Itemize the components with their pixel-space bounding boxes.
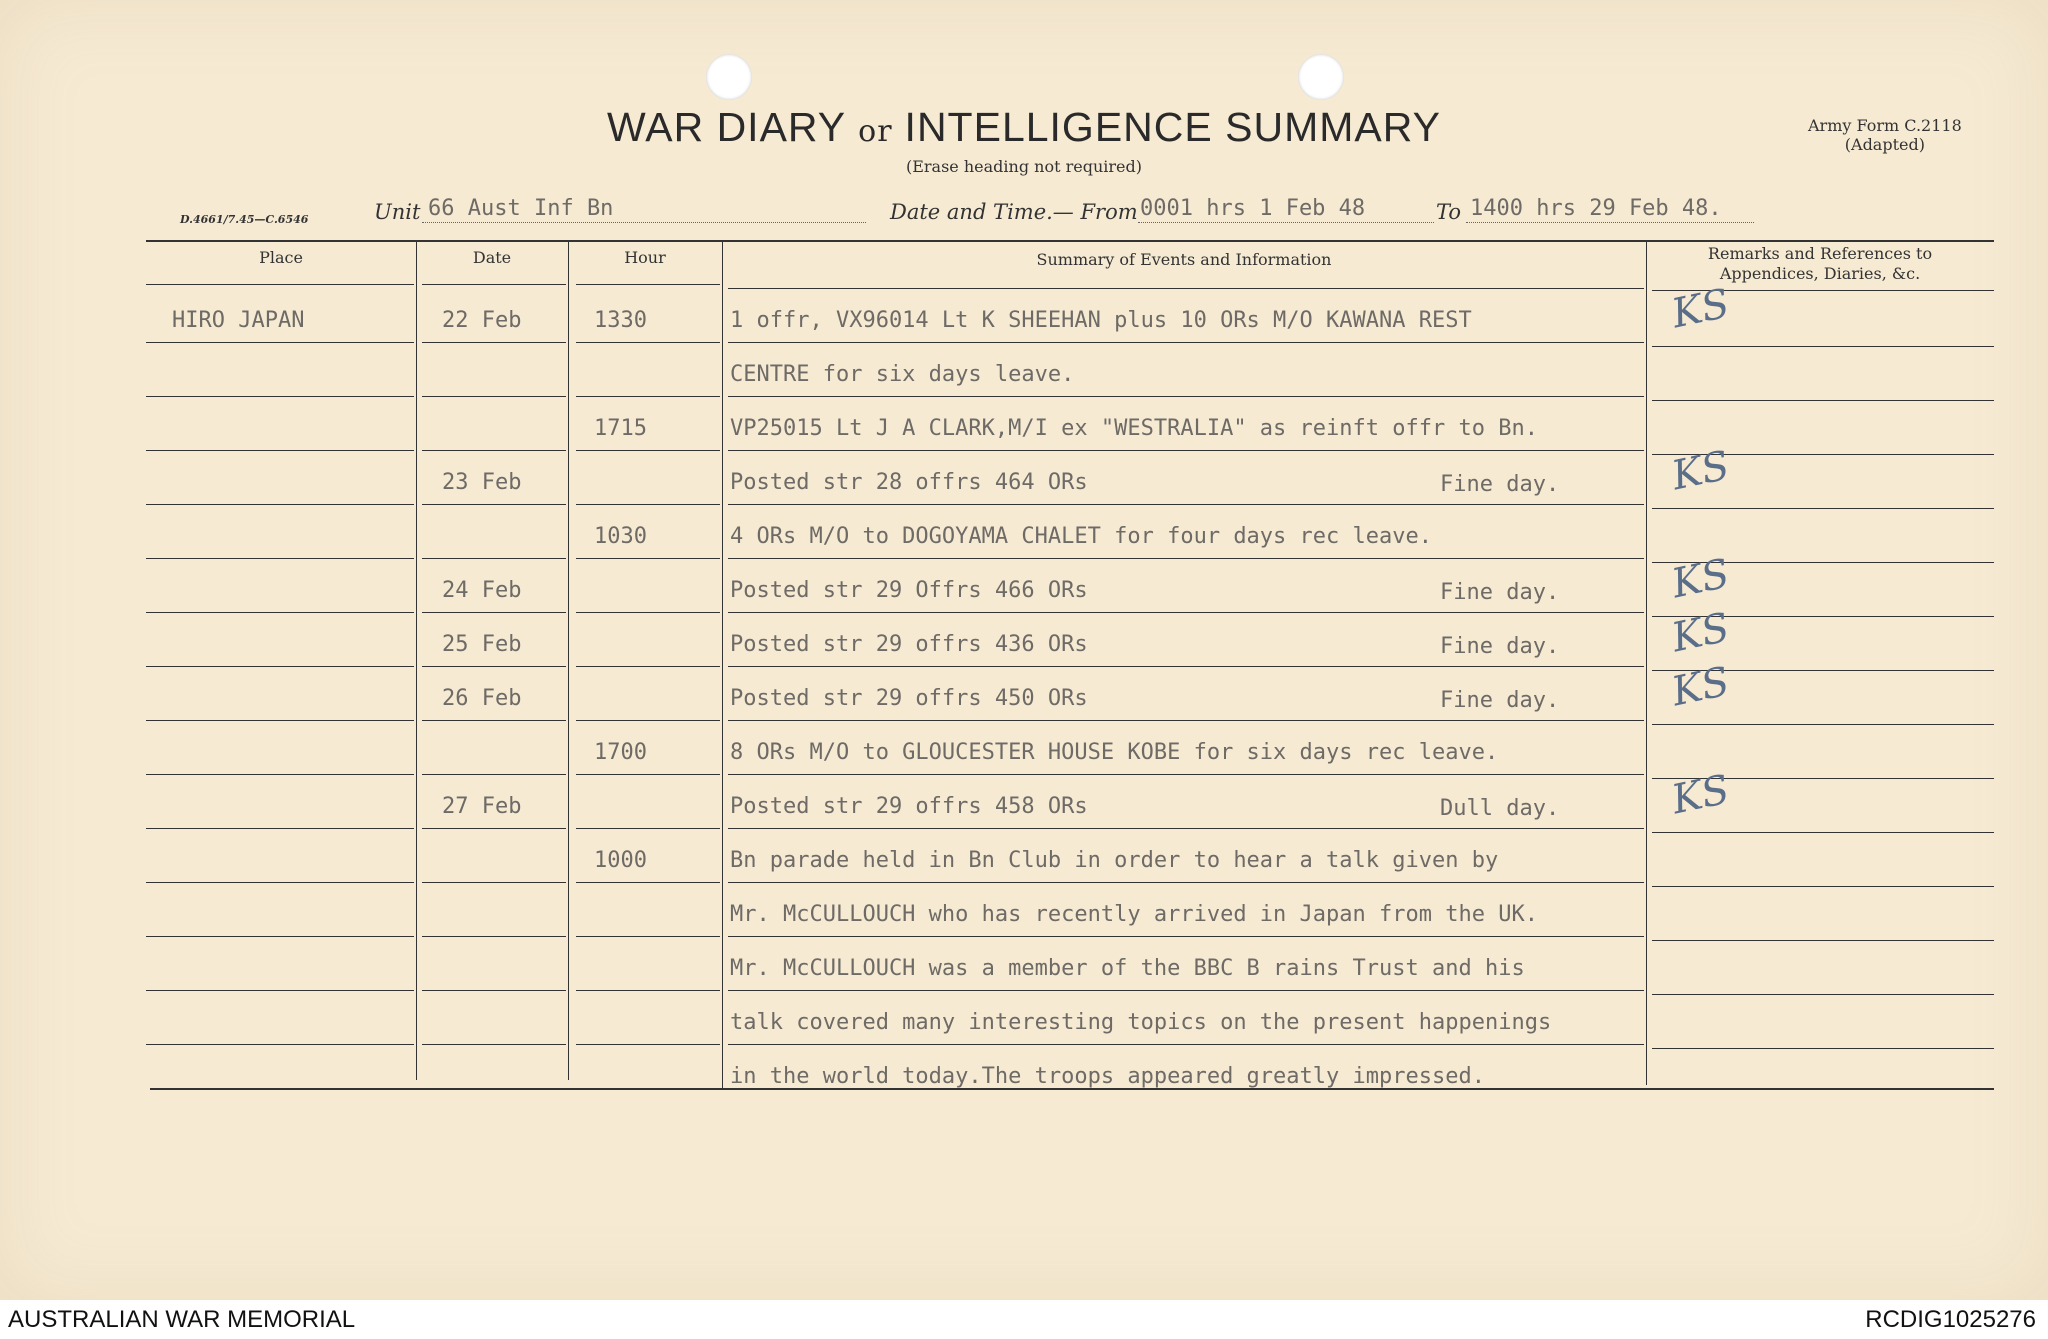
row-rule-summary bbox=[728, 396, 1644, 397]
entry-date: 26 Feb bbox=[442, 686, 522, 711]
row-rule-hour bbox=[576, 666, 720, 667]
row-rule-place bbox=[146, 396, 414, 397]
entry-place: HIRO JAPAN bbox=[172, 308, 305, 333]
row-rule-summary bbox=[728, 936, 1644, 937]
column-header-hour: Hour bbox=[624, 248, 666, 267]
column-header-remarks bbox=[1646, 244, 1994, 284]
row-rule-summary bbox=[728, 558, 1644, 559]
entry-summary: Posted str 29 offrs 458 ORs bbox=[730, 794, 1088, 819]
entry-date: 22 Feb bbox=[442, 308, 522, 333]
entry-initials: KS bbox=[1667, 658, 1734, 716]
row-rule-place bbox=[146, 342, 414, 343]
entry-initials: KS bbox=[1667, 442, 1734, 500]
row-rule-remarks bbox=[1652, 508, 1994, 509]
footer-archive-name: AUSTRALIAN WAR MEMORIAL bbox=[8, 1306, 356, 1333]
row-rule-summary bbox=[728, 720, 1644, 721]
row-rule-place bbox=[146, 1044, 414, 1045]
from-underline bbox=[1138, 222, 1434, 223]
erase-note: (Erase heading not required) bbox=[905, 157, 1142, 176]
to-underline bbox=[1466, 222, 1754, 223]
column-header-date: Date bbox=[472, 248, 512, 267]
entry-initials: KS bbox=[1667, 280, 1734, 338]
entry-initials: KS bbox=[1667, 766, 1734, 824]
row-rule-summary bbox=[728, 666, 1644, 667]
row-rule-hour bbox=[576, 396, 720, 397]
entry-summary: Mr. McCULLOUCH was a member of the BBC B rains Trust and his bbox=[730, 956, 1525, 981]
entry-hour: 1715 bbox=[594, 416, 647, 441]
row-rule-date bbox=[422, 828, 566, 829]
row-rule-hour bbox=[576, 882, 720, 883]
row-rule-remarks bbox=[1652, 886, 1994, 887]
row-rule-remarks bbox=[1652, 400, 1994, 401]
row-rule-place bbox=[146, 990, 414, 991]
row-rule-place bbox=[146, 828, 414, 829]
page-title bbox=[0, 104, 2048, 151]
entry-initials: KS bbox=[1667, 550, 1734, 608]
entry-initials: KS bbox=[1667, 604, 1734, 662]
row-rule-summary bbox=[728, 990, 1644, 991]
entry-date: 23 Feb bbox=[442, 470, 522, 495]
entry-weather: Dull day. bbox=[1440, 796, 1560, 821]
entry-hour: 1030 bbox=[594, 524, 647, 549]
army-form-number: Army Form C.2118 bbox=[1808, 116, 1962, 135]
entry-summary: talk covered many interesting topics on the present happenings bbox=[730, 1010, 1552, 1035]
entry-summary: 4 ORs M/O to DOGOYAMA CHALET for four days rec leave. bbox=[730, 524, 1432, 549]
row-rule-place bbox=[146, 666, 414, 667]
row-rule-place bbox=[146, 882, 414, 883]
entry-hour: 1330 bbox=[594, 308, 647, 333]
row-rule-hour bbox=[576, 990, 720, 991]
row-rule-place bbox=[146, 720, 414, 721]
row-rule-place bbox=[146, 936, 414, 937]
col-divider-place bbox=[416, 240, 417, 1080]
row-rule-summary bbox=[728, 774, 1644, 775]
entry-weather: Fine day. bbox=[1440, 580, 1560, 605]
row-rule-place bbox=[146, 504, 414, 505]
row-rule-remarks bbox=[1652, 940, 1994, 941]
row-rule-hour bbox=[576, 558, 720, 559]
row-rule-hour bbox=[576, 450, 720, 451]
row-rule-place bbox=[146, 558, 414, 559]
row-rule-hour bbox=[576, 774, 720, 775]
remarks-header-line1: Remarks and References to bbox=[1707, 244, 1933, 263]
row-rule-remarks bbox=[1652, 346, 1994, 347]
row-rule-summary bbox=[728, 882, 1644, 883]
entry-date: 25 Feb bbox=[442, 632, 522, 657]
row-rule-date bbox=[422, 396, 566, 397]
row-rule-summary bbox=[728, 504, 1644, 505]
punch-hole-left bbox=[706, 54, 752, 100]
row-rule-date bbox=[422, 720, 566, 721]
row-rule-hour bbox=[576, 612, 720, 613]
entry-summary: Posted str 29 offrs 436 ORs bbox=[730, 632, 1088, 657]
entry-summary: Posted str 28 offrs 464 ORs bbox=[730, 470, 1088, 495]
title-war-diary: WAR DIARY bbox=[607, 104, 847, 150]
form-number: D.4661/7.45—C.6546 bbox=[180, 213, 309, 226]
entry-hour: 1700 bbox=[594, 740, 647, 765]
entry-summary: 1 offr, VX96014 Lt K SHEEHAN plus 10 ORs M/O KAWANA REST bbox=[730, 308, 1472, 333]
row-rule-hour bbox=[576, 936, 720, 937]
row-rule-date bbox=[422, 774, 566, 775]
row-rule-place bbox=[146, 450, 414, 451]
row-rule-remarks bbox=[1652, 832, 1994, 833]
table-top-rule bbox=[146, 240, 1994, 242]
row-rule-place bbox=[146, 612, 414, 613]
entry-weather: Fine day. bbox=[1440, 688, 1560, 713]
row-rule-summary bbox=[728, 612, 1644, 613]
row-rule-remarks bbox=[1652, 994, 1994, 995]
entry-date: 27 Feb bbox=[442, 794, 522, 819]
unit-value: 66 Aust Inf Bn bbox=[428, 196, 614, 221]
row-rule-hour bbox=[576, 342, 720, 343]
row-rule-date bbox=[422, 990, 566, 991]
header-rule-date bbox=[422, 284, 566, 285]
header-rule-place bbox=[146, 284, 414, 285]
to-value: 1400 hrs 29 Feb 48. bbox=[1470, 196, 1722, 221]
entry-weather: Fine day. bbox=[1440, 472, 1560, 497]
row-rule-date bbox=[422, 450, 566, 451]
entry-summary: Posted str 29 offrs 450 ORs bbox=[730, 686, 1088, 711]
row-rule-remarks bbox=[1652, 1048, 1994, 1049]
entry-summary: CENTRE for six days leave. bbox=[730, 362, 1075, 387]
column-header-summary: Summary of Events and Information bbox=[1036, 250, 1332, 269]
row-rule-date bbox=[422, 504, 566, 505]
row-rule-summary bbox=[728, 450, 1644, 451]
row-rule-summary bbox=[728, 342, 1644, 343]
row-rule-summary bbox=[728, 1044, 1644, 1045]
title-or: or bbox=[858, 114, 893, 149]
entry-summary: 8 ORs M/O to GLOUCESTER HOUSE KOBE for six days rec leave. bbox=[730, 740, 1499, 765]
row-rule-date bbox=[422, 666, 566, 667]
row-rule-date bbox=[422, 558, 566, 559]
army-form-adapted: (Adapted) bbox=[1844, 135, 1925, 154]
entry-hour: 1000 bbox=[594, 848, 647, 873]
row-rule-hour bbox=[576, 504, 720, 505]
col-divider-hour bbox=[722, 240, 723, 1090]
row-rule-date bbox=[422, 612, 566, 613]
col-divider-date bbox=[568, 240, 569, 1080]
entry-summary: VP25015 Lt J A CLARK,M/I ex "WESTRALIA" as reinft offr to Bn. bbox=[730, 416, 1538, 441]
date-time-label: Date and Time.— From bbox=[890, 200, 1138, 224]
header-rule-summary bbox=[728, 288, 1644, 289]
title-intelligence-summary: INTELLIGENCE SUMMARY bbox=[904, 104, 1441, 150]
to-label: To bbox=[1436, 200, 1462, 224]
row-rule-place bbox=[146, 774, 414, 775]
column-header-place: Place bbox=[259, 248, 303, 267]
row-rule-summary bbox=[728, 828, 1644, 829]
row-rule-date bbox=[422, 342, 566, 343]
entry-date: 24 Feb bbox=[442, 578, 522, 603]
unit-label: Unit bbox=[374, 200, 421, 224]
entry-summary: in the world today.The troops appeared greatly impressed. bbox=[730, 1064, 1485, 1089]
from-value: 0001 hrs 1 Feb 48 bbox=[1140, 196, 1366, 221]
row-rule-hour bbox=[576, 1044, 720, 1045]
army-form-label bbox=[1808, 116, 1962, 154]
footer-record-id: RCDIG1025276 bbox=[1865, 1306, 2036, 1333]
entry-summary: Mr. McCULLOUCH who has recently arrived in Japan from the UK. bbox=[730, 902, 1538, 927]
entry-summary: Posted str 29 Offrs 466 ORs bbox=[730, 578, 1088, 603]
entry-weather: Fine day. bbox=[1440, 634, 1560, 659]
row-rule-hour bbox=[576, 828, 720, 829]
row-rule-date bbox=[422, 1044, 566, 1045]
entry-summary: Bn parade held in Bn Club in order to hear a talk given by bbox=[730, 848, 1499, 873]
row-rule-hour bbox=[576, 720, 720, 721]
row-rule-remarks bbox=[1652, 724, 1994, 725]
remarks-header-line2: Appendices, Diaries, &c. bbox=[1719, 264, 1921, 283]
punch-hole-right bbox=[1298, 54, 1344, 100]
col-divider-summary bbox=[1646, 240, 1647, 1085]
row-rule-date bbox=[422, 936, 566, 937]
unit-underline bbox=[422, 222, 866, 223]
row-rule-date bbox=[422, 882, 566, 883]
header-rule-hour bbox=[576, 284, 720, 285]
